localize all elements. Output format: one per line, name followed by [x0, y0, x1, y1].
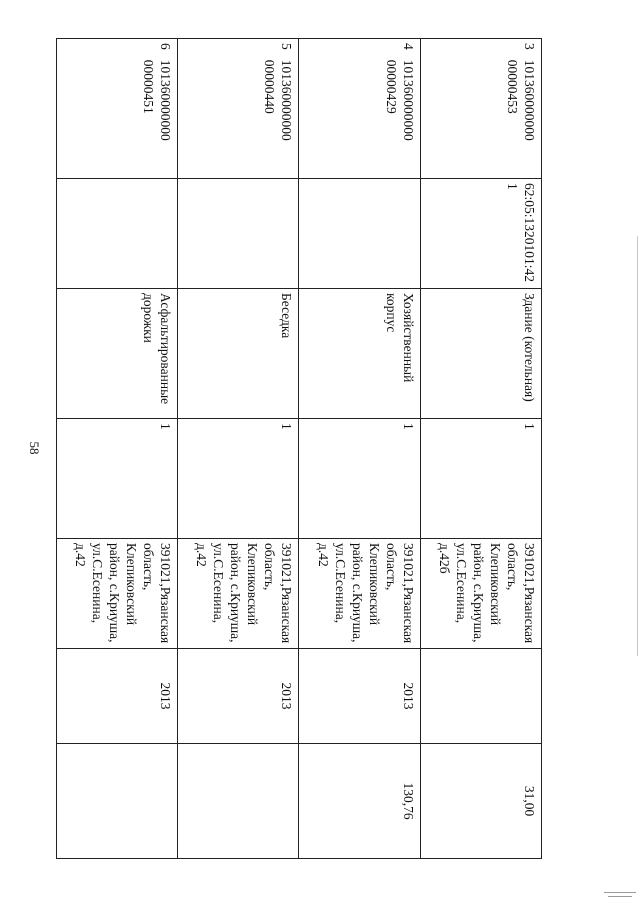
- quantity: 1: [178, 419, 299, 539]
- address-line: 391021,Рязанская: [279, 543, 295, 644]
- address-line: район, с.Криуша,: [228, 543, 244, 643]
- inventory-code-line: 101360000000: [279, 59, 295, 141]
- address-line: ул.С.Есенина, д.42: [194, 543, 227, 624]
- address-line: 391021,Рязанская: [158, 543, 174, 644]
- address-line: 391021,Рязанская: [522, 543, 537, 644]
- address-line: область,: [383, 543, 399, 591]
- address-line: ул.С.Есенина, д.42б: [437, 543, 469, 624]
- row-number: [57, 39, 178, 179]
- row-number: [299, 39, 420, 179]
- scan-artifact: [604, 892, 636, 893]
- address-line: Клепиковский: [245, 543, 261, 626]
- row-number: [420, 39, 541, 179]
- row-number-value: 4: [400, 43, 416, 50]
- address-line: Клепиковский: [124, 543, 140, 626]
- inventory-code-line: 101360000000: [522, 59, 537, 141]
- address-line: ул.С.Есенина, д.42: [73, 543, 106, 624]
- row-number-value: 6: [158, 43, 174, 50]
- inventory-code-line: 00000440: [262, 59, 278, 114]
- address-line: район, с.Криуша,: [107, 543, 123, 643]
- address-line: ул.С.Есенина, д.42: [315, 543, 348, 624]
- year: [420, 649, 541, 744]
- quantity: 1: [299, 419, 420, 539]
- address: [57, 539, 178, 649]
- rotated-table-wrapper: [56, 38, 542, 858]
- table-row: [178, 39, 299, 859]
- page-number: 58: [27, 441, 42, 455]
- value: [57, 744, 178, 859]
- address-line: 391021,Рязанская: [400, 543, 416, 644]
- quantity: 1: [57, 419, 178, 539]
- address: [420, 539, 541, 649]
- address-line: район, с.Криуша,: [349, 543, 365, 643]
- address-line: область,: [262, 543, 278, 591]
- address: [178, 539, 299, 649]
- address-line: область,: [505, 543, 520, 591]
- address-line: область,: [141, 543, 157, 591]
- object-name: Асфальтированные дорожки: [57, 289, 178, 419]
- inventory-table-area: [56, 38, 542, 858]
- inventory-code-line: 101360000000: [400, 59, 416, 141]
- inventory-code-line: 00000453: [505, 59, 520, 114]
- cadastral-number: [178, 179, 299, 289]
- row-number-value: 3: [522, 43, 537, 50]
- table-row: [57, 39, 178, 859]
- row-number: [178, 39, 299, 179]
- inventory-code-line: 101360000000: [158, 59, 174, 141]
- quantity: 1: [420, 419, 541, 539]
- value: [178, 744, 299, 859]
- address-line: Клепиковский: [488, 543, 503, 626]
- address-line: район, с.Криуша,: [471, 543, 486, 643]
- inventory-code-line: 00000429: [383, 59, 399, 114]
- address-line: Клепиковский: [366, 543, 382, 626]
- object-name: Здание (котельная): [420, 289, 541, 419]
- year: 2013: [57, 649, 178, 744]
- inventory-code-line: 00000451: [141, 59, 157, 114]
- scan-edge-line: [637, 236, 638, 656]
- year: 2013: [299, 649, 420, 744]
- value: 31,00: [420, 744, 541, 859]
- address: [299, 539, 420, 649]
- row-number-value: 5: [279, 43, 295, 50]
- object-name: Беседка: [178, 289, 299, 419]
- year: 2013: [178, 649, 299, 744]
- cadastral-number: [57, 179, 178, 289]
- cadastral-number: [299, 179, 420, 289]
- table-row: [299, 39, 420, 859]
- property-table: [56, 38, 542, 859]
- object-name: Хозяйственный корпус: [299, 289, 420, 419]
- table-row: [420, 39, 541, 859]
- scan-artifact: [608, 896, 632, 897]
- value: 130,76: [299, 744, 420, 859]
- cadastral-number: 62:05:1320101:421: [420, 179, 541, 289]
